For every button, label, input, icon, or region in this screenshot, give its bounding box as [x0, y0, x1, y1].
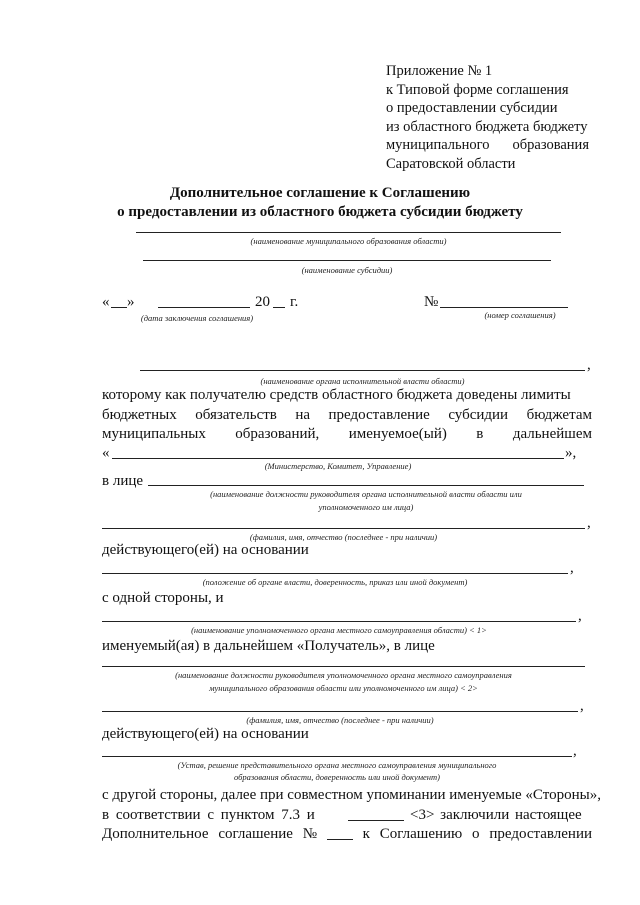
ministry-line[interactable] — [112, 458, 564, 459]
authority-line[interactable] — [140, 370, 585, 371]
reference-field[interactable] — [348, 820, 404, 821]
local-position-caption-1: (наименование должности руководителя уполномоченного органа местного самоуправления — [175, 670, 512, 680]
appendix-block — [386, 62, 589, 173]
word: муниципальных — [102, 426, 206, 442]
paragraph-line-end: <3> заключили настоящее — [410, 807, 582, 823]
word: № — [302, 826, 318, 842]
paragraph-line — [102, 825, 592, 843]
date-caption: (дата заключения соглашения) — [140, 313, 254, 323]
word: Соглашению — [379, 826, 463, 842]
word: в — [476, 426, 484, 442]
municipality-line[interactable] — [136, 232, 561, 233]
comma: , — [570, 560, 574, 576]
word: о — [472, 826, 480, 842]
paragraph-line: которому как получателю средств областного бюджета доведены лимиты — [102, 387, 571, 403]
comma: , — [573, 743, 577, 759]
word: субсидии — [448, 407, 509, 423]
one-side-label: с одной стороны, и — [102, 590, 224, 606]
word: на — [295, 407, 311, 423]
comma: , — [580, 698, 584, 714]
subsidy-caption: (наименование субсидии) — [301, 265, 393, 275]
word: Дополнительное — [102, 826, 209, 842]
appendix-line — [386, 136, 589, 155]
appendix-word: образования — [512, 137, 589, 153]
local-position-caption-2: муниципального образования области или уполномоченного им лица) < 2> — [209, 683, 478, 693]
local-body-line[interactable] — [102, 621, 576, 622]
document-title-line2: о предоставлении из областного бюджета субсидии бюджету — [117, 204, 523, 220]
date-quote-open: « — [102, 294, 110, 310]
appendix-line: к Типовой форме соглашения — [386, 81, 569, 98]
position-caption-2: уполномоченного им лица) — [318, 502, 414, 512]
fio-line-2[interactable] — [102, 711, 578, 712]
quote-open: « — [102, 445, 110, 461]
day-field[interactable] — [111, 307, 127, 308]
date-quote-close: » — [127, 294, 135, 310]
appendix-line: Приложение № 1 — [386, 63, 493, 79]
local-position-line[interactable] — [102, 666, 585, 667]
paragraph-line-start: в соответствии с пунктом 7.3 и — [102, 807, 315, 823]
fio-caption: (фамилия, имя, отчество (последнее - при наличии) — [249, 532, 438, 542]
authority-caption: (наименование органа исполнительной власти области) — [260, 376, 465, 386]
fio-line[interactable] — [102, 528, 585, 529]
word: бюджетам — [526, 407, 592, 423]
named-recipient-label: именуемый(ая) в дальнейшем «Получатель», в лице — [102, 638, 435, 654]
comma: , — [587, 515, 591, 531]
word: образований, — [235, 426, 320, 442]
agreement-number-blank[interactable] — [327, 825, 353, 840]
month-field[interactable] — [158, 307, 250, 308]
paragraph-line: с другой стороны, далее при совместном упоминании именуемые «Стороны», — [102, 787, 601, 803]
local-body-caption: (наименование уполномоченного органа местного самоуправления области) < 1> — [191, 625, 487, 635]
ministry-caption: (Министерство, Комитет, Управление) — [264, 461, 412, 471]
word: соглашение — [218, 826, 293, 842]
comma: , — [578, 608, 582, 624]
year-prefix: 20 — [255, 294, 270, 310]
word: обязательств — [195, 407, 277, 423]
basis-line-2[interactable] — [102, 756, 572, 757]
in-person-label: в лице — [102, 473, 144, 489]
paragraph-line — [102, 406, 592, 424]
position-caption-1: (наименование должности руководителя органа исполнительной власти области или — [210, 489, 522, 499]
municipality-caption: (наименование муниципального образования области) — [250, 236, 447, 246]
year-suffix: г. — [290, 294, 299, 310]
appendix-word: муниципального — [386, 137, 490, 153]
word: к — [362, 826, 370, 842]
number-caption: (номер соглашения) — [484, 310, 556, 320]
word: именуемое(ый) — [348, 426, 447, 442]
comma: , — [587, 357, 591, 373]
agreement-number-field[interactable] — [440, 307, 568, 308]
document-title-line1: Дополнительное соглашение к Соглашению — [169, 185, 471, 201]
basis-line[interactable] — [102, 573, 568, 574]
acting-basis-label: действующего(ей) на основании — [102, 542, 309, 558]
basis-caption-2-2: образования области, доверенность или иной документ) — [234, 772, 440, 782]
acting-basis-label-2: действующего(ей) на основании — [102, 726, 309, 742]
quote-close: », — [565, 445, 577, 461]
subsidy-line[interactable] — [143, 260, 551, 261]
paragraph-line — [102, 425, 592, 443]
word: дальнейшем — [512, 426, 592, 442]
appendix-line: из областного бюджета бюджету — [386, 118, 588, 135]
word: предоставление — [328, 407, 430, 423]
year-field[interactable] — [273, 307, 285, 308]
basis-caption: (положение об органе власти, доверенность, приказ или иной документ) — [202, 577, 468, 587]
number-sign: № — [424, 294, 439, 310]
word: бюджетных — [102, 407, 177, 423]
fio-caption-2: (фамилия, имя, отчество (последнее - при наличии) — [246, 715, 434, 725]
appendix-line: Саратовской области — [386, 155, 516, 172]
basis-caption-2-1: (Устав, решение представительного органа местного самоуправления муниципального — [177, 760, 497, 770]
appendix-line: о предоставлении субсидии — [386, 100, 558, 116]
word: предоставлении — [489, 826, 592, 842]
position-line[interactable] — [148, 485, 584, 486]
